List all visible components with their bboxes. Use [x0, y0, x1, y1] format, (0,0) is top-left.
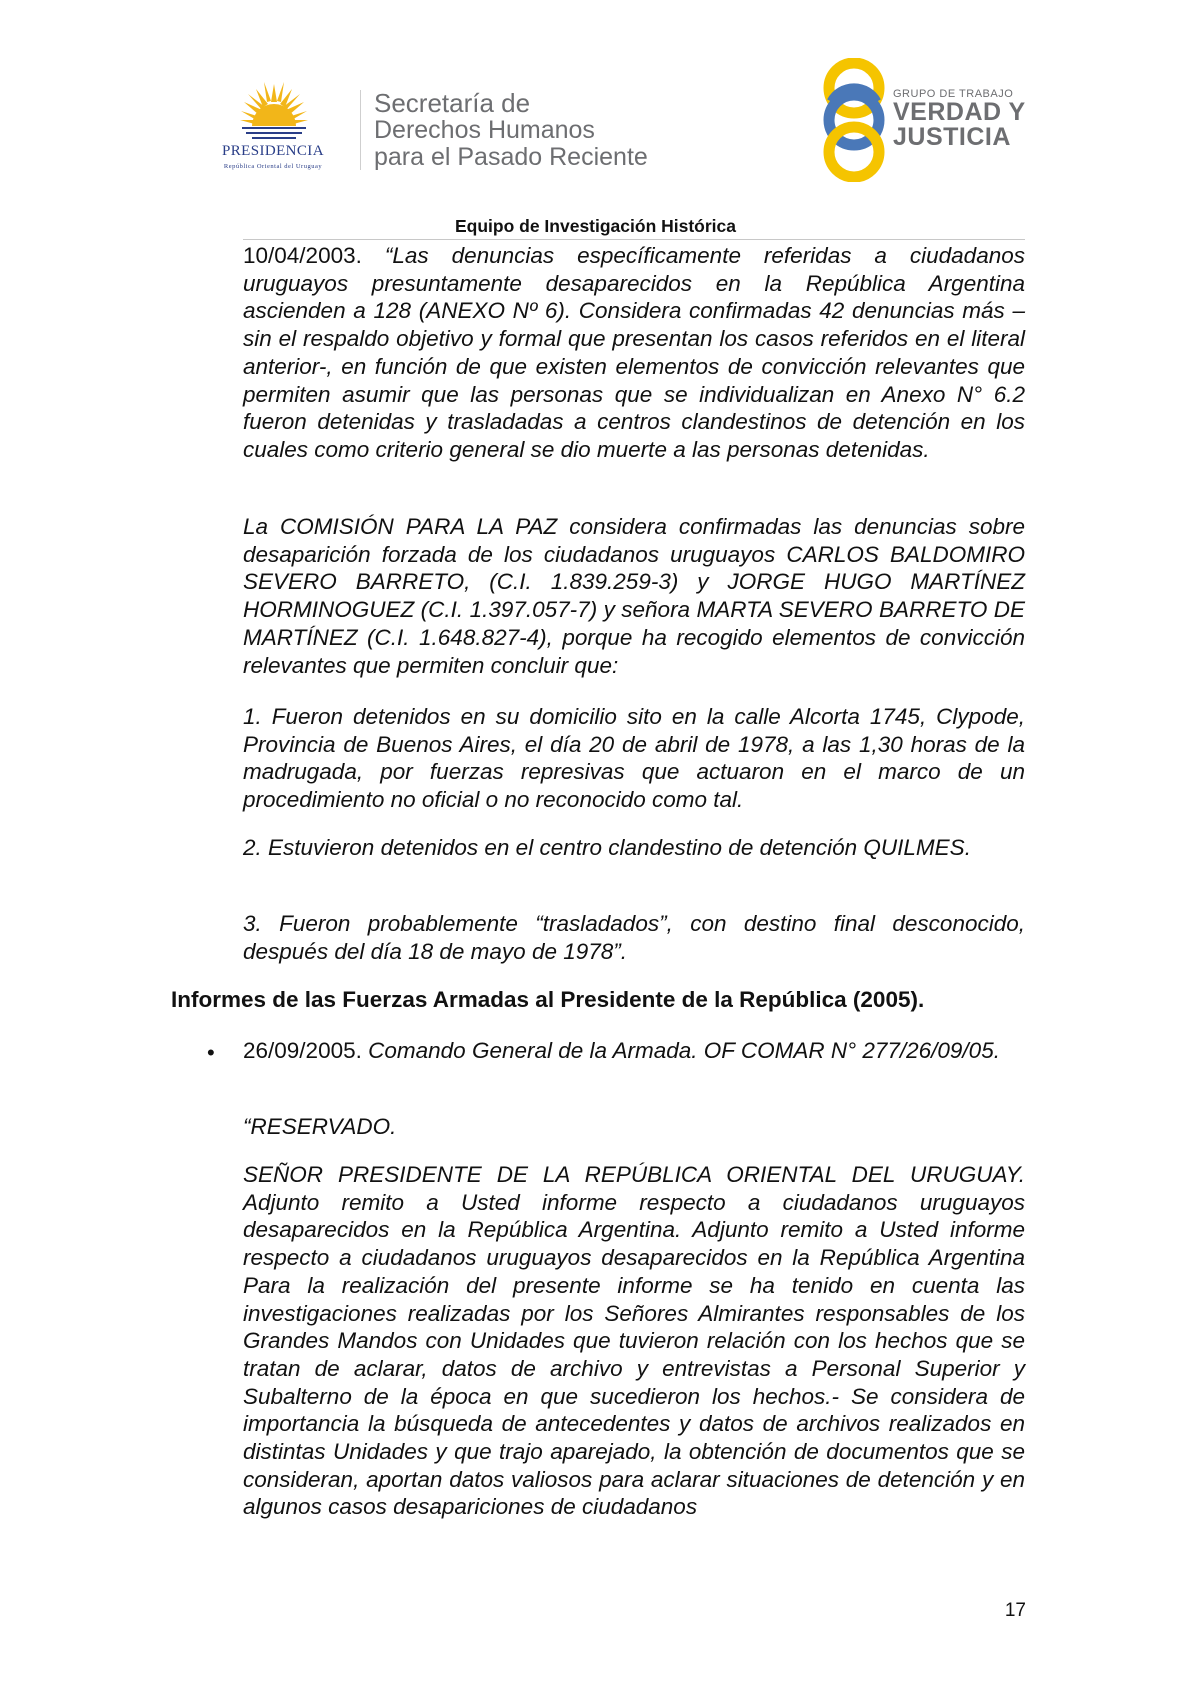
quoted-report: SEÑOR PRESIDENTE DE LA REPÚBLICA ORIENTAL DEL URUGUAY. Adjunto remito a Usted informe respecto a ciudadanos uruguayos desaparecidos en la República Argentina. Adjunto remito a Usted informe respecto a ciudadanos uruguayos desaparecidos en la República Argentina Para la realización del presente informe se ha tenido en cuenta las investigaciones realizadas por los Señores Almirantes responsables de los Grandes Mandos con Unidades que tuvieron relación con los hechos que se tratan de aclarar, datos de archivo y entrevistas a Personal Superior y Subalterno de la época en que sucedieron los hechos.- Se considera de importancia la búsqueda de antecedentes y datos de archivos realizados en distintas Unidades y que trajo aparejado, la obtención de documentos que se consideran, aportan datos valiosos para aclarar situaciones de detención y en algunos casos desapariciones de ciudadanos [243, 1162, 1025, 1520]
presidencia-name: PRESIDENCIA [222, 143, 324, 159]
secretaria-line-3: para el Pasado Reciente [374, 143, 648, 171]
team-title: Equipo de Investigación Histórica [454, 216, 737, 236]
section-heading: Informes de las Fuerzas Armadas al Presidente de la República (2005). [171, 987, 925, 1012]
paragraph-2: La COMISIÓN PARA LA PAZ considera confirmadas las denuncias sobre desaparición forzada de los ciudadanos uruguayos CARLOS BALDOMIRO SEVERO BARRETO, (C.I. 1.839.259-3) y JORGE HUGO MARTÍNEZ HORMINOGUEZ (C.I. 1.397.057-7) y señora MARTA SEVERO BARRETO DE MARTÍNEZ (C.I. 1.648.827-4), porque ha recogido elementos de convicción relevantes que permiten concluir que: [243, 514, 1025, 678]
presidencia-subtitle: República Oriental del Uruguay [223, 163, 323, 170]
secretaria-line-1: Secretaría de [374, 88, 531, 118]
secretaria-logo-text [374, 90, 648, 171]
grupo-line-1: GRUPO DE TRABAJO [893, 88, 1014, 100]
paragraph-1-quote: “Las denuncias específicamente referidas a ciudadanos uruguayos presuntamente desaparecidos en la República Argentina ascienden a 128 (ANEXO Nº 6). Considera confirmadas 42 denuncias más –sin el respaldo objetivo y formal que presentan los casos referidos en el literal anterior-, en función de que existen elementos de convicción relevantes que permiten asumir que las personas que se individualizan en Anexo N° 6.2 fueron detenidas y trasladadas a centros clandestinos de detención en los cuales como criterio general se dio muerte a las personas detenidas. [243, 243, 1025, 462]
grupo-line-3: JUSTICIA [893, 123, 1011, 151]
paragraph-1-date: 10/04/2003. [243, 243, 362, 268]
secretaria-line-2: Derechos Humanos [374, 116, 595, 144]
bullet-item-1-reference: Comando General de la Armada. OF COMAR N° 277/26/09/05. [368, 1038, 1000, 1063]
reservado-label: “RESERVADO. [243, 1114, 397, 1139]
bullet-marker: • [207, 1040, 215, 1065]
bullet-item-1-date: 26/09/2005. [243, 1038, 362, 1063]
sun-emblem-icon [238, 80, 310, 140]
header-rule [243, 239, 1025, 240]
paragraph-3: 1. Fueron detenidos en su domicilio sito en la calle Alcorta 1745, Clypode, Provincia de Buenos Aires, el día 20 de abril de 1978, a las 1,30 horas de la madrugada, por fuerzas represivas que actuaron en el marco de un procedimiento no oficial o no reconocido como tal. [243, 704, 1025, 813]
paragraph-5: 3. Fueron probablemente “trasladados”, con destino final desconocido, después del día 18 de mayo de 1978”. [243, 911, 1025, 964]
header-divider [360, 90, 361, 170]
paragraph-4: 2. Estuvieron detenidos en el centro clandestino de detención QUILMES. [243, 835, 971, 860]
verdad-justicia-logo-text [893, 88, 1026, 150]
page-number: 17 [1004, 1600, 1026, 1621]
grupo-line-2: VERDAD Y [893, 98, 1026, 126]
bullet-item-1 [243, 1037, 1025, 1065]
paragraph-1 [243, 242, 1025, 464]
verdad-justicia-rings-icon [816, 58, 892, 182]
presidencia-logo [198, 80, 348, 180]
